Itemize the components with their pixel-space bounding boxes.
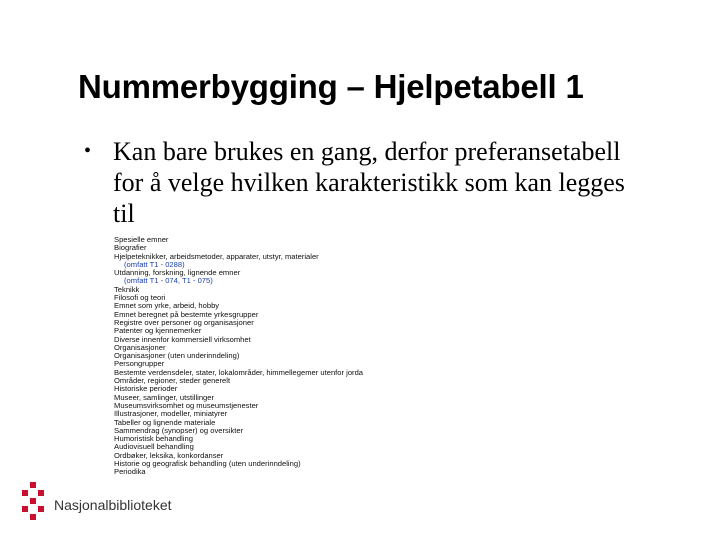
- table-row: Emnet beregnet på bestemte yrkesgrupper: [114, 309, 259, 319]
- table-row: Humoristisk behandling: [114, 434, 193, 444]
- table-row: Områder, regioner, steder generelt: [114, 376, 231, 386]
- table-row: Biografier: [114, 243, 147, 253]
- table-row: Registre over personer og organisasjoner: [114, 317, 254, 327]
- logo: [20, 482, 220, 522]
- table-row: Ordbøker, leksika, konkordanser: [114, 450, 224, 460]
- table-row: Filosofi og teori: [114, 293, 166, 303]
- bullet-dot-icon: •: [84, 140, 92, 162]
- table-row: Audiovisuell behandling: [114, 442, 194, 452]
- table-row: Periodika: [114, 467, 146, 477]
- logo-text: Nasjonalbiblioteket: [54, 497, 172, 513]
- table-row: Historiske perioder: [114, 384, 178, 394]
- table-row: Illustrasjoner, modeller, miniatyrer: [114, 409, 228, 419]
- table-row: Spesielle emner: [114, 236, 169, 244]
- table-row: Sammendrag (synopser) og oversikter: [114, 425, 244, 435]
- table-row: Emnet som yrke, arbeid, hobby: [114, 301, 220, 311]
- table-row: Teknikk: [114, 284, 140, 294]
- table-row: Museer, samlinger, utstillinger: [114, 392, 215, 402]
- bullet-list: [84, 136, 644, 229]
- table-row: Utdanning, forskning, lignende emner: [114, 268, 241, 278]
- table-row: Bestemte verdensdeler, stater, lokalområder, himmellegemer utenfor jorda: [114, 367, 364, 377]
- nasjonalbiblioteket-logo-mark-icon: [20, 482, 48, 522]
- table-row: Organisasjoner (uten underinndeling): [114, 351, 240, 361]
- table-row: Patenter og kjennemerker: [114, 326, 202, 336]
- table-row: Hjelpeteknikker, arbeidsmetoder, apparater, utstyr, materialer: [114, 251, 319, 261]
- table-row: Organisasjoner: [114, 342, 166, 352]
- bullet-text: Kan bare brukes en gang, derfor preferansetabell for å velge hvilken karakteristikk som kan legges til: [113, 137, 625, 228]
- table-row: Persongrupper: [114, 359, 165, 369]
- auxiliary-table-image: [114, 236, 394, 494]
- slide-title: Nummerbygging – Hjelpetabell 1: [78, 68, 584, 105]
- table-row: (omfatt T1 - 0288): [124, 259, 185, 269]
- table-row: Historie og geografisk behandling (uten underinndeling): [114, 459, 301, 469]
- table-row: Museumsvirksomhet og museumstjenester: [114, 400, 259, 410]
- table-row: Diverse innenfor kommersiell virksomhet: [114, 334, 251, 344]
- table-row: (omfatt T1 - 074, T1 - 075): [124, 276, 213, 286]
- table-row: Tabeller og lignende materiale: [114, 417, 216, 427]
